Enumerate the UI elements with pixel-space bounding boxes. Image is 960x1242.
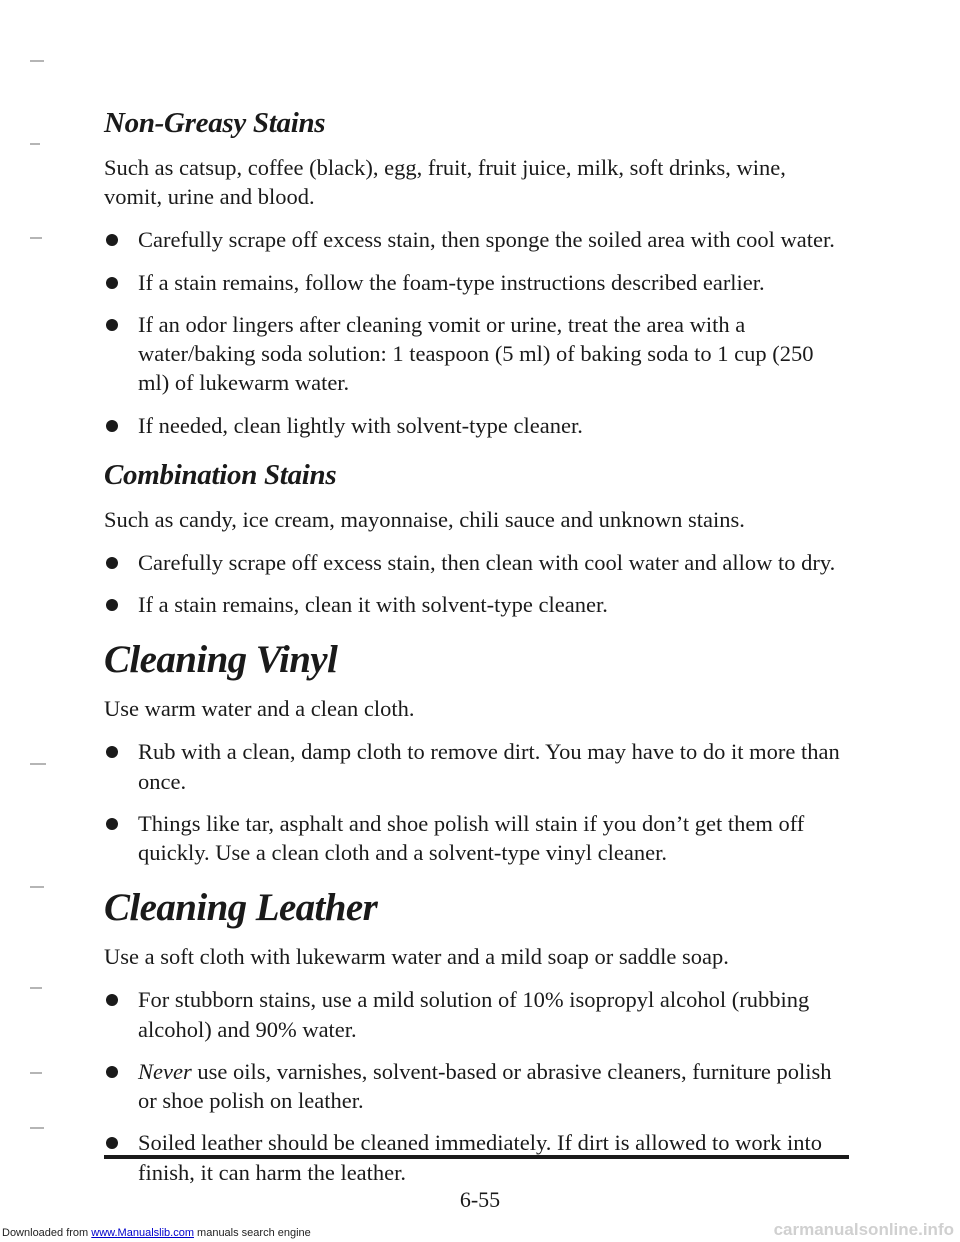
margin-tick	[30, 763, 46, 765]
list-item-text: Soiled leather should be cleaned immediately. If dirt is allowed to work into finish, it can harm the leather.	[138, 1130, 822, 1185]
manualslib-link[interactable]: www.Manualslib.com	[91, 1227, 194, 1239]
bullet-list	[104, 737, 849, 867]
section-intro: Use warm water and a clean cloth.	[104, 696, 415, 722]
list-item-text: If an odor lingers after cleaning vomit or urine, treat the area with a water/baking soda solution: 1 teaspoon (5 ml) of baking soda to 1 cup (250 ml) of lukewarm water.	[138, 311, 814, 396]
watermark: carmanualsonline.info	[773, 1220, 954, 1239]
margin-tick	[30, 886, 44, 888]
list-item	[104, 985, 849, 1044]
list-item-text: Things like tar, asphalt and shoe polish will stain if you don’t get them off quickly. Use a clean cloth and a solvent-type vinyl cleaner.	[138, 810, 805, 866]
list-item-text: Rub with a clean, damp cloth to remove dirt. You may have to do it more than once.	[138, 739, 840, 794]
list-item	[104, 411, 849, 440]
list-item-text: If a stain remains, clean it with solvent-type cleaner.	[138, 592, 608, 618]
bullet-list	[104, 548, 849, 620]
list-item	[104, 590, 849, 619]
list-item	[104, 1057, 849, 1116]
content	[104, 106, 849, 1205]
page-number: 6-55	[459, 1187, 501, 1212]
bullet-icon	[106, 599, 118, 611]
section-heading-non-greasy-stains: Non-Greasy Stains	[104, 107, 326, 139]
bullet-list	[104, 225, 849, 440]
list-item-text: If needed, clean lightly with solvent-type cleaner.	[138, 412, 583, 438]
section-heading-cleaning-vinyl: Cleaning Vinyl	[104, 638, 338, 682]
section-intro: Use a soft cloth with lukewarm water and a mild soap or saddle soap.	[104, 944, 729, 970]
never-emphasis: Never	[138, 1058, 192, 1084]
bullet-icon	[106, 818, 118, 830]
download-footer	[0, 1227, 311, 1242]
bullet-icon	[106, 557, 118, 569]
list-item-text: Carefully scrape off excess stain, then clean with cool water and allow to dry.	[138, 549, 836, 575]
margin-tick	[30, 237, 42, 239]
footer-suffix: manuals search engine	[193, 1227, 311, 1239]
list-item-text: use oils, varnishes, solvent-based or abrasive cleaners, furniture polish or shoe polish on leather.	[138, 1058, 832, 1114]
section-intro: Such as candy, ice cream, mayonnaise, chili sauce and unknown stains.	[104, 506, 745, 532]
list-item-text: If a stain remains, follow the foam-type instructions described earlier.	[138, 269, 765, 295]
bullet-icon	[106, 1066, 118, 1078]
list-item	[104, 225, 849, 254]
bullet-icon	[106, 234, 118, 246]
list-item	[104, 268, 849, 297]
list-item	[104, 737, 849, 796]
list-item-text: For stubborn stains, use a mild solution of 10% isopropyl alcohol (rubbing alcohol) and 90% water.	[138, 987, 810, 1042]
margin-tick	[30, 987, 42, 989]
list-item-text: Carefully scrape off excess stain, then sponge the soiled area with cool water.	[138, 227, 835, 253]
margin-tick	[30, 1072, 42, 1074]
section-heading-cleaning-leather: Cleaning Leather	[104, 886, 378, 930]
section-heading-combination-stains: Combination Stains	[104, 458, 337, 491]
bullet-icon	[106, 994, 118, 1006]
bullet-icon	[106, 746, 118, 758]
bullet-icon	[106, 277, 118, 289]
bullet-icon	[106, 420, 118, 432]
section-intro: Such as catsup, coffee (black), egg, fruit, fruit juice, milk, soft drinks, wine, vomit, urine and blood.	[104, 154, 786, 210]
margin-tick	[30, 60, 44, 62]
footer-prefix: Downloaded from	[2, 1227, 92, 1239]
list-item	[104, 809, 849, 868]
bullet-icon	[106, 319, 118, 331]
margin-tick	[30, 143, 40, 145]
bullet-icon	[106, 1137, 118, 1149]
footer-rule	[104, 1155, 849, 1159]
list-item	[104, 310, 849, 398]
margin-tick	[30, 1127, 44, 1129]
margin-ticks	[30, 0, 60, 1242]
list-item	[104, 548, 849, 577]
